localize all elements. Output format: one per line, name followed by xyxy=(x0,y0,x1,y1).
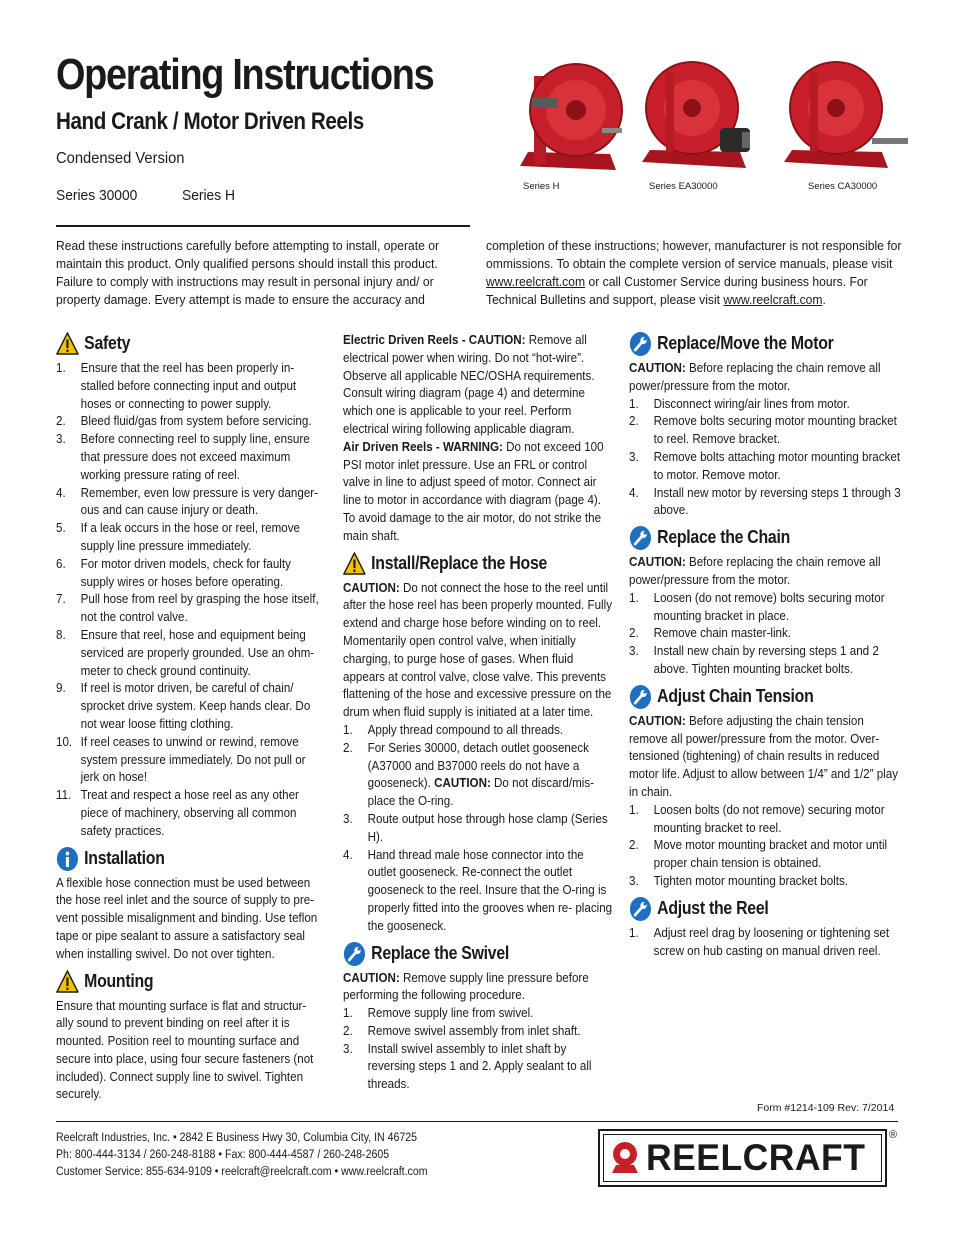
list-item: 1. Disconnect wiring/air lines from motor. xyxy=(629,395,850,411)
column-right xyxy=(629,325,905,959)
page-subtitle: Hand Crank / Motor Driven Reels xyxy=(56,108,364,135)
list-item: 4. Remember, even low pressure is very danger- ous and can cause injury or death. xyxy=(56,484,319,518)
chain-heading: Replace the Chain xyxy=(629,525,905,551)
wrench-icon xyxy=(343,941,366,967)
warning-icon xyxy=(56,969,79,995)
list-item: 4. Hand thread male hose connector into the outlet gooseneck. Re-connect the outlet gooseneck to the reel. Insure that the O-ring is properly fitted into the grooves when re- placing the gooseneck. xyxy=(343,846,613,933)
series-label-h: Series H xyxy=(182,187,235,204)
mounting-text: Ensure that mounting surface is flat and structur- ally sound to prevent binding on reel after it is mounted. Position reel to mounting surface and secure into place, using four secure fasteners (not included). Connect supply line to swivel. Tighten securely. xyxy=(56,997,314,1102)
list-item: 2. Remove swivel assembly from inlet shaft. xyxy=(343,1022,581,1038)
list-item: 5. If a leak occurs in the hose or reel, remove supply line pressure immediately. xyxy=(56,520,300,553)
list-item: 7. Pull hose from reel by grasping the hose itself, not the control valve. xyxy=(56,591,319,625)
hose-caution: CAUTION: Do not connect the hose to the reel until after the hose reel has been properly mounted. Fully extend and charge hose before winding on to reel. Momentarily open control valve, when initially charging, to purge hose of gases. When fluid appears at control valve, close valve. This prevents flattening of the hose and excessive pressure on the drum when fluid supply is initiated at a later time. xyxy=(343,579,613,720)
wrench-icon xyxy=(629,331,652,357)
list-item: 1. Loosen bolts (do not remove) securing motor mounting bracket to reel. xyxy=(629,801,885,835)
wrench-icon xyxy=(629,525,652,551)
list-item: 6. For motor driven models, check for faulty supply wires or hoses before operating. xyxy=(56,555,291,589)
reelcraft-support-link[interactable]: www.reelcraft.com xyxy=(723,292,823,307)
wrench-icon xyxy=(629,896,652,922)
air-warning: Air Driven Reels - WARNING: Do not exceed 100 PSI motor inlet pressure. Use an FRL or control valve in line to adjust speed of motor. Connect air line to motor in accordance with diagram (page 4). To avoid damage to the air motor, do not strike the main shaft. xyxy=(343,438,604,543)
version-label: Condensed Version xyxy=(56,150,185,167)
safety-list xyxy=(56,359,326,840)
safety-heading: Safety xyxy=(56,331,326,357)
motor-caution: CAUTION: Before replacing the chain remove all power/pressure from the motor. xyxy=(629,360,881,393)
installation-heading: Installation xyxy=(56,846,326,872)
list-item: 3. Install new chain by reversing steps 1 and 2 above. Tighten mounting bracket bolts. xyxy=(629,643,879,676)
registered-mark: ® xyxy=(889,1129,898,1141)
footer-address: Reelcraft Industries, Inc. • 2842 E Business Hwy 30, Columbia City, IN 46725 xyxy=(56,1132,418,1144)
swivel-heading: Replace the Swivel xyxy=(343,941,613,967)
list-item: 3. Before connecting reel to supply line, ensure that pressure does not exceed maximum working pressure rating of reel. xyxy=(56,431,310,482)
reel-adjust-heading: Adjust the Reel xyxy=(629,896,905,922)
info-icon xyxy=(56,846,79,872)
tension-caution: CAUTION: Before adjusting the chain tension remove all power/pressure from the motor. Over-tensioned (tightening) of chain results in reduced motor life. Adjust to allow between 1/4” and 1/2” play in chain. xyxy=(629,712,899,799)
column-left xyxy=(56,325,326,1103)
list-item: 2. Remove bolts securing motor mounting bracket to reel. Remove bracket. xyxy=(629,413,897,447)
reel-logo-icon xyxy=(608,1139,642,1177)
logo-text: REELCRAFT xyxy=(646,1137,866,1178)
swivel-caution: CAUTION: Remove supply line pressure before performing the following procedure. xyxy=(343,969,589,1003)
intro-left: Read these instructions carefully before attempting to install, operate or maintain this product. Only qualified persons should install this product. Failure to comply with instructions may result in personal injury and/ or property damage. Every attempt is made to ensure the accuracy and xyxy=(56,238,440,307)
list-item: 3. Tighten motor mounting bracket bolts. xyxy=(629,872,849,888)
list-item: 3. Remove bolts attaching motor mounting bracket to motor. Remove motor. xyxy=(629,448,901,482)
intro-right: completion of these instructions; however, manufacturer is not responsible for ommissions. To obtain the complete version of service manuals, please visit www.reelcraft.com or call Customer Service during business hours. For Technical Bulletins and support, please visit www.reelcraft.com. xyxy=(486,238,902,307)
series-label-30000: Series 30000 xyxy=(56,187,138,204)
reel-image-series-ca30000 xyxy=(778,58,912,176)
list-item: 11. Treat and respect a hose reel as any other piece of machinery, observing all common safety practices. xyxy=(56,787,299,838)
warning-icon xyxy=(56,331,79,357)
electric-caution: Electric Driven Reels - CAUTION: Remove all electrical power when wiring. Do not “hot-wire”. Observe all applicable NEC/OSHA requirements. Consult wiring diagram (page 4) and determine which one is applicable to your reel. Perform electrical wiring following applicable diagram. xyxy=(343,332,595,436)
installation-text: A flexible hose connection must be used between the hose reel inlet and the source of supply to pre- vent possible misalignment and binding. Use teflon tape or pipe sealant to assure a satisfactory seal when installing swivel. Do not over tighten. xyxy=(56,874,318,961)
list-item: 1. Apply thread compound to all threads. xyxy=(343,721,564,737)
list-item: 10. If reel ceases to unwind or rewind, remove system pressure immediately. Do not pull or jerk on hose! xyxy=(56,733,306,785)
list-item: 3. Install swivel assembly to inlet shaft by reversing steps 1 and 2. Apply sealant to all threads. xyxy=(343,1040,592,1092)
chain-list xyxy=(629,589,905,678)
list-item: 1. Loosen (do not remove) bolts securing motor mounting bracket in place. xyxy=(629,589,885,623)
footer-phone: Ph: 800-444-3134 / 260-248-8188 • Fax: 800-444-4587 / 260-248-2605 xyxy=(56,1149,390,1161)
page-title: Operating Instructions xyxy=(56,50,434,99)
chain-caution: CAUTION: Before replacing the chain remove all power/pressure from the motor. xyxy=(629,554,881,587)
reel-adjust-list xyxy=(629,924,905,960)
title-divider xyxy=(56,225,470,227)
column-middle xyxy=(343,331,613,1093)
list-item: 1. Ensure that the reel has been properly in- stalled before connecting input and output hoses or connecting to power supply. xyxy=(56,360,297,411)
reel-image-series-h xyxy=(512,58,624,176)
form-number: Form #1214-109 Rev: 7/2014 xyxy=(757,1102,895,1114)
image-caption-series-ca30000: Series CA30000 xyxy=(808,181,878,192)
list-item: 2. Move motor mounting bracket and motor until proper chain tension is obtained. xyxy=(629,837,888,871)
list-item: 8. Ensure that reel, hose and equipment being serviced are properly grounded. Use an ohm- meter to check ground continuity. xyxy=(56,626,315,678)
warning-icon xyxy=(343,551,366,577)
motor-list xyxy=(629,395,905,520)
list-item: 2. Bleed fluid/gas from system before servicing. xyxy=(56,413,312,429)
list-item: 4. Install new motor by reversing steps 1 through 3 above. xyxy=(629,484,901,518)
mounting-heading: Mounting xyxy=(56,969,326,995)
list-item: 2. For Series 30000, detach outlet gooseneck (A37000 and B37000 reels do not have a gooseneck). CAUTION: Do not discard/mis- place the O-ring. xyxy=(343,739,595,809)
list-item: 9. If reel is motor driven, be careful of chain/ sprocket drive system. Keep hands clear. Do not wear loose fitting clothing. xyxy=(56,680,311,731)
footer-contact: Customer Service: 855-634-9109 • reelcraft@reelcraft.com • www.reelcraft.com xyxy=(56,1166,428,1178)
reelcraft-logo xyxy=(598,1129,887,1187)
reel-image-series-ea30000 xyxy=(636,58,754,176)
swivel-list xyxy=(343,1004,613,1093)
list-item: 3. Route output hose through hose clamp (Series H). xyxy=(343,810,608,844)
list-item: 1. Adjust reel drag by loosening or tightening set screw on hub casting on manual driven reel. xyxy=(629,924,890,958)
reelcraft-link[interactable]: www.reelcraft.com xyxy=(486,274,586,289)
footer-divider xyxy=(56,1121,898,1122)
tension-list xyxy=(629,801,905,890)
hose-list xyxy=(343,721,613,935)
image-caption-series-h: Series H xyxy=(523,181,560,192)
list-item: 2. Remove chain master-link. xyxy=(629,625,792,641)
image-caption-series-ea30000: Series EA30000 xyxy=(649,181,718,192)
motor-heading: Replace/Move the Motor xyxy=(629,331,905,357)
hose-heading: Install/Replace the Hose xyxy=(343,551,613,577)
tension-heading: Adjust Chain Tension xyxy=(629,684,905,710)
list-item: 1. Remove supply line from swivel. xyxy=(343,1005,534,1021)
wrench-icon xyxy=(629,684,652,710)
